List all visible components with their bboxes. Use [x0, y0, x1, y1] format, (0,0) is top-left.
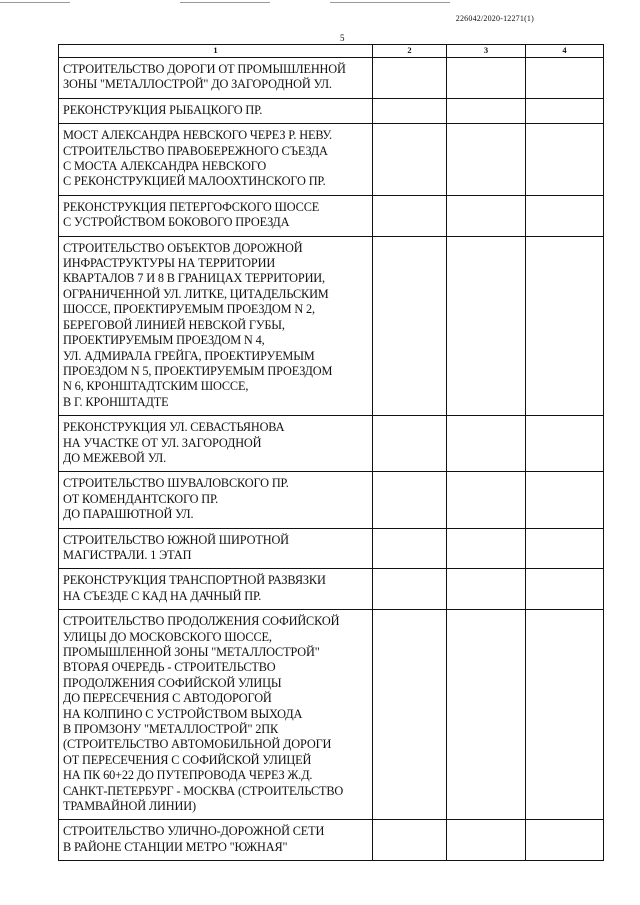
- table-row: [59, 195, 604, 236]
- empty-cell: [373, 610, 447, 820]
- empty-cell: [447, 124, 526, 196]
- empty-cell: [447, 195, 526, 236]
- empty-cell: [447, 58, 526, 99]
- document-id: 226042/2020-12271(1): [455, 14, 534, 23]
- empty-cell: [373, 528, 447, 569]
- scan-edge-line: [0, 2, 70, 3]
- project-name-cell: РЕКОНСТРУКЦИЯ УЛ. СЕВАСТЬЯНОВА НА УЧАСТКЕ ОТ УЛ. ЗАГОРОДНОЙ ДО МЕЖЕВОЙ УЛ.: [59, 416, 373, 472]
- empty-cell: [373, 195, 447, 236]
- project-name-cell: МОСТ АЛЕКСАНДРА НЕВСКОГО ЧЕРЕЗ Р. НЕВУ. СТРОИТЕЛЬСТВО ПРАВОБЕРЕЖНОГО СЪЕЗДА С МОСТА АЛЕКСАНДРА НЕВСКОГО С РЕКОНСТРУКЦИЕЙ МАЛООХТИНСКОГО ПР.: [59, 124, 373, 196]
- empty-cell: [447, 610, 526, 820]
- column-header-2: 2: [373, 45, 447, 58]
- table-row: [59, 472, 604, 528]
- scan-edge-line: [330, 2, 450, 3]
- column-header-3: 3: [447, 45, 526, 58]
- empty-cell: [526, 528, 604, 569]
- empty-cell: [373, 98, 447, 123]
- empty-cell: [373, 569, 447, 610]
- table-row: [59, 528, 604, 569]
- table-row: [59, 236, 604, 415]
- table-row: [59, 98, 604, 123]
- empty-cell: [373, 124, 447, 196]
- empty-cell: [373, 236, 447, 415]
- empty-cell: [526, 98, 604, 123]
- empty-cell: [526, 569, 604, 610]
- empty-cell: [526, 472, 604, 528]
- project-name-cell: СТРОИТЕЛЬСТВО ОБЪЕКТОВ ДОРОЖНОЙ ИНФРАСТРУКТУРЫ НА ТЕРРИТОРИИ КВАРТАЛОВ 7 И 8 В ГРАНИЦАХ ТЕРРИТОРИИ, ОГРАНИЧЕННОЙ УЛ. ЛИТКЕ, ЦИТАДЕЛЬСКИМ ШОССЕ, ПРОЕКТИРУЕМЫМ ПРОЕЗДОМ N 2, БЕРЕГОВОЙ ЛИНИЕЙ НЕВСКОЙ ГУБЫ, ПРОЕКТИРУЕМЫМ ПРОЕЗДОМ N 4, УЛ. АДМИРАЛА ГРЕЙГА, ПРОЕКТИРУЕМЫМ ПРОЕЗДОМ N 5, ПРОЕКТИРУЕМЫМ ПРОЕЗДОМ N 6, КРОНШТАДТСКИМ ШОССЕ, В Г. КРОНШТАДТЕ: [59, 236, 373, 415]
- header-row: [59, 45, 604, 58]
- empty-cell: [526, 236, 604, 415]
- project-name-cell: СТРОИТЕЛЬСТВО ДОРОГИ ОТ ПРОМЫШЛЕННОЙ ЗОНЫ "МЕТАЛЛОСТРОЙ" ДО ЗАГОРОДНОЙ УЛ.: [59, 58, 373, 99]
- projects-table: [58, 44, 604, 861]
- empty-cell: [373, 58, 447, 99]
- empty-cell: [447, 236, 526, 415]
- project-name-cell: СТРОИТЕЛЬСТВО ШУВАЛОВСКОГО ПР. ОТ КОМЕНДАНТСКОГО ПР. ДО ПАРАШЮТНОЙ УЛ.: [59, 472, 373, 528]
- empty-cell: [447, 98, 526, 123]
- empty-cell: [447, 528, 526, 569]
- project-name-cell: РЕКОНСТРУКЦИЯ ПЕТЕРГОФСКОГО ШОССЕ С УСТРОЙСТВОМ БОКОВОГО ПРОЕЗДА: [59, 195, 373, 236]
- empty-cell: [526, 124, 604, 196]
- empty-cell: [447, 416, 526, 472]
- column-header-1: 1: [59, 45, 373, 58]
- empty-cell: [373, 472, 447, 528]
- table-row: [59, 58, 604, 99]
- empty-cell: [526, 195, 604, 236]
- empty-cell: [526, 58, 604, 99]
- table-row: [59, 416, 604, 472]
- empty-cell: [526, 416, 604, 472]
- project-name-cell: РЕКОНСТРУКЦИЯ РЫБАЦКОГО ПР.: [59, 98, 373, 123]
- project-name-cell: СТРОИТЕЛЬСТВО ЮЖНОЙ ШИРОТНОЙ МАГИСТРАЛИ. 1 ЭТАП: [59, 528, 373, 569]
- page-number: 5: [340, 33, 345, 43]
- table-row: [59, 610, 604, 820]
- project-name-cell: РЕКОНСТРУКЦИЯ ТРАНСПОРТНОЙ РАЗВЯЗКИ НА СЪЕЗДЕ С КАД НА ДАЧНЫЙ ПР.: [59, 569, 373, 610]
- empty-cell: [373, 820, 447, 861]
- empty-cell: [373, 416, 447, 472]
- empty-cell: [447, 569, 526, 610]
- empty-cell: [447, 472, 526, 528]
- empty-cell: [526, 610, 604, 820]
- project-name-cell: СТРОИТЕЛЬСТВО УЛИЧНО-ДОРОЖНОЙ СЕТИ В РАЙОНЕ СТАНЦИИ МЕТРО "ЮЖНАЯ": [59, 820, 373, 861]
- empty-cell: [526, 820, 604, 861]
- column-header-4: 4: [526, 45, 604, 58]
- project-name-cell: СТРОИТЕЛЬСТВО ПРОДОЛЖЕНИЯ СОФИЙСКОЙ УЛИЦЫ ДО МОСКОВСКОГО ШОССЕ, ПРОМЫШЛЕННОЙ ЗОНЫ "МЕТАЛЛОСТРОЙ" ВТОРАЯ ОЧЕРЕДЬ - СТРОИТЕЛЬСТВО ПРОДОЛЖЕНИЯ СОФИЙСКОЙ УЛИЦЫ ДО ПЕРЕСЕЧЕНИЯ С АВТОДОРОГОЙ НА КОЛПИНО С УСТРОЙСТВОМ ВЫХОДА В ПРОМЗОНУ "МЕТАЛЛОСТРОЙ" 2ПК (СТРОИТЕЛЬСТВО АВТОМОБИЛЬНОЙ ДОРОГИ ОТ ПЕРЕСЕЧЕНИЯ С СОФИЙСКОЙ УЛИЦЕЙ НА ПК 60+22 ДО ПУТЕПРОВОДА ЧЕРЕЗ Ж.Д. САНКТ-ПЕТЕРБУРГ - МОСКВА (СТРОИТЕЛЬСТВО ТРАМВАЙНОЙ ЛИНИИ): [59, 610, 373, 820]
- table-row: [59, 124, 604, 196]
- table-row: [59, 820, 604, 861]
- empty-cell: [447, 820, 526, 861]
- table-row: [59, 569, 604, 610]
- scan-edge-line: [180, 2, 270, 3]
